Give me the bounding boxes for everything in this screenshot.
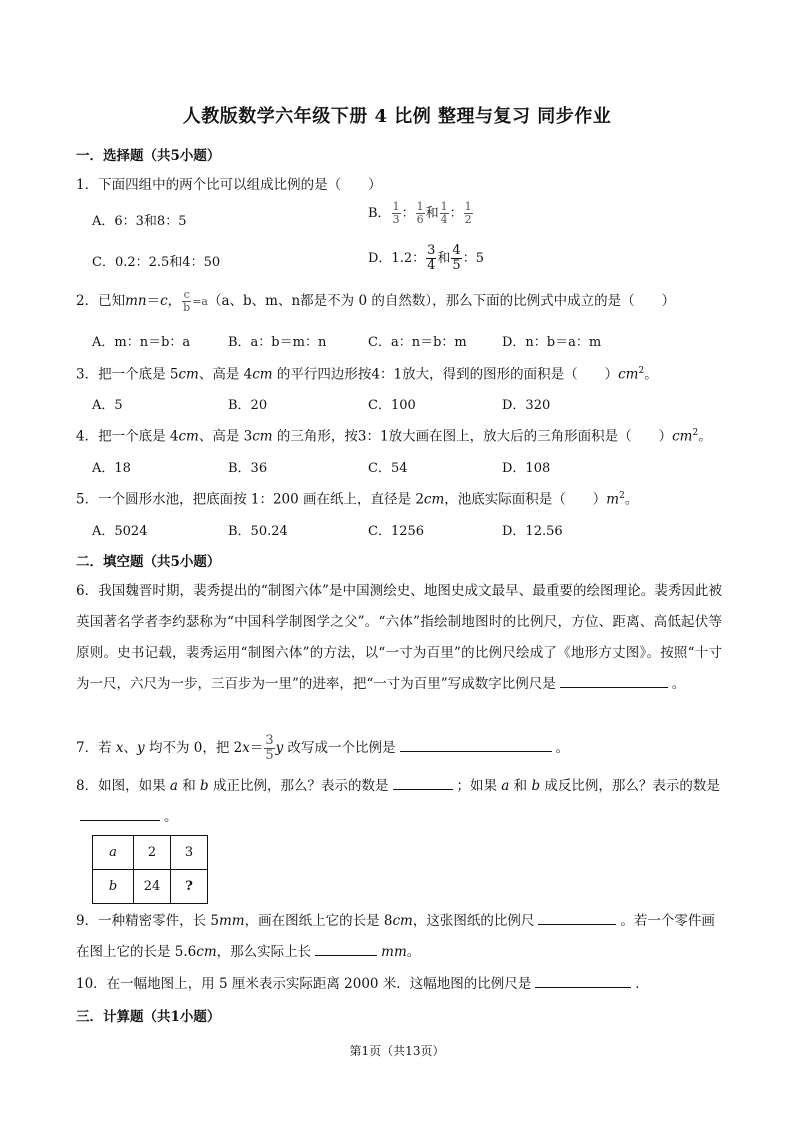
table-row	[93, 836, 208, 870]
question-5-stem: 5．一个圆形水池，把底面按 1：200 画在纸上，直径是 2cm，池底实际面积是（ ）$m^2$。	[76, 491, 639, 508]
question-9-stem: 9．一种精密零件，长 5mm，画在图纸上它的长是 8cm，这张图纸的比例尺 。若一个零件画在图上它的长是 5.6cm，那么实际上长 mm。	[76, 906, 722, 968]
q3-option-d: D．320	[502, 398, 551, 413]
q4-option-c: C．54	[368, 461, 408, 476]
section-heading-calc: 三．计算题（共1小题）	[76, 1009, 221, 1025]
question-8-stem: 8．如图，如果 a 和 b 成正比例，那么？表示的数是 ；如果 a 和 b 成反比例，那么？表示的数是。	[76, 771, 722, 833]
question-3-stem: 3．把一个底是 5cm、高是 4cm 的平行四边形按4：1放大，得到的图形的面积是（ ）$cm^2$。	[76, 366, 658, 383]
answer-blank[interactable]	[560, 673, 668, 688]
answer-blank[interactable]	[315, 941, 377, 956]
fraction: $\frac{1}{2}$	[464, 200, 472, 226]
answer-blank[interactable]	[538, 910, 616, 925]
q2-option-a: A．m：n＝b：a	[92, 335, 191, 350]
table-row	[93, 870, 208, 904]
answer-blank[interactable]	[535, 973, 631, 988]
question-4-stem: 4．把一个底是 4cm、高是 3cm 的三角形，按3：1放大画在图上，放大后的三角形面积是（ ）$cm^2$。	[76, 428, 712, 445]
section-heading-choice: 一．选择题（共5小题）	[76, 148, 221, 164]
section-heading-fill: 二．填空题（共5小题）	[76, 554, 221, 570]
table-cell: a	[93, 836, 134, 870]
q1-option-b: B． $\frac{1}{3}$ ： $\frac{1}{6}$ 和 $\frac{1}{4}$ ： $\frac{1}{2}$	[368, 200, 472, 226]
q4-option-a: A．18	[92, 461, 131, 476]
fraction: $\frac{4}{5}$	[452, 243, 461, 273]
q5-option-b: B．50.24	[228, 524, 288, 539]
table-cell: 2	[134, 836, 171, 870]
fraction: $\frac{c}{b}$	[183, 288, 191, 314]
q1-option-a: A．6：3和8：5	[92, 214, 187, 229]
question-2-stem: 2．已知mn＝c， $\frac{c}{b}$ =a（a、b、m、n都是不为 0 的自然数），那么下面的比例式中成立的是（ ）	[76, 288, 676, 314]
fraction: $\frac{3}{4}$	[427, 243, 436, 273]
q3-option-a: A．5	[92, 398, 123, 413]
question-6-stem: 6．我国魏晋时期，裴秀提出的“制图六体”是中国测绘史、地图史成文最早、最重要的绘图理论。裴秀因此被英国著名学者李约瑟称为“中国科学制图学之父”。“六体”指绘制地图时的比例尺，方位、距离、高低起伏等原则。史书记载，裴秀运用“制图六体”的方法，以“一寸为百里”的比例尺绘成了《地形方丈图》。按照“十寸为一尺，六尺为一步，三百步为一里”的进率，把“一寸为百里”写成数字比例尺是 。	[76, 583, 722, 692]
table-cell: 3	[171, 836, 208, 870]
q4-option-b: B．36	[228, 461, 268, 476]
q8-data-table	[92, 835, 208, 904]
q2-option-b: B．a：b＝m：n	[228, 335, 327, 350]
answer-blank[interactable]	[400, 737, 552, 752]
q3-option-b: B．20	[228, 398, 268, 413]
fraction: $\frac{1}{3}$	[392, 200, 400, 226]
table-cell: 24	[134, 870, 171, 904]
page-footer: 第1页（共13页）	[349, 1044, 445, 1058]
table-cell: b	[93, 870, 134, 904]
fraction: $\frac{3}{5}$	[265, 733, 274, 763]
q2-option-d: D．n：b＝a：m	[502, 335, 602, 350]
q1-option-d: D．1.2： $\frac{3}{4}$ 和 $\frac{4}{5}$ ：5	[368, 243, 484, 273]
answer-blank[interactable]	[80, 806, 160, 821]
question-10-stem: 10．在一幅地图上，用 5 厘米表示实际距离 2000 米．这幅地图的比例尺是 ．	[76, 969, 722, 1000]
fraction: $\frac{1}{6}$	[416, 200, 424, 226]
q4-option-d: D．108	[502, 461, 551, 476]
fraction: $\frac{1}{4}$	[440, 200, 448, 226]
q5-option-a: A．5024	[92, 524, 148, 539]
q5-option-c: C．1256	[368, 524, 425, 539]
table-cell: ?	[171, 870, 208, 904]
q2-option-c: C．a：n＝b：m	[368, 335, 467, 350]
answer-blank[interactable]	[393, 775, 453, 790]
page-title: 人教版数学六年级下册 4 比例 整理与复习 同步作业	[182, 106, 612, 127]
q1-option-c: C．0.2：2.5和4：50	[92, 255, 221, 270]
q5-option-d: D．12.56	[502, 524, 563, 539]
q3-option-c: C．100	[368, 398, 416, 413]
question-1-stem: 1．下面四组中的两个比可以组成比例的是（ ）	[76, 177, 382, 193]
question-7-stem: 7．若 x、y 均不为 0，把 2x＝ $\frac{3}{5}$ y 改写成一个比例是 。	[76, 733, 570, 763]
